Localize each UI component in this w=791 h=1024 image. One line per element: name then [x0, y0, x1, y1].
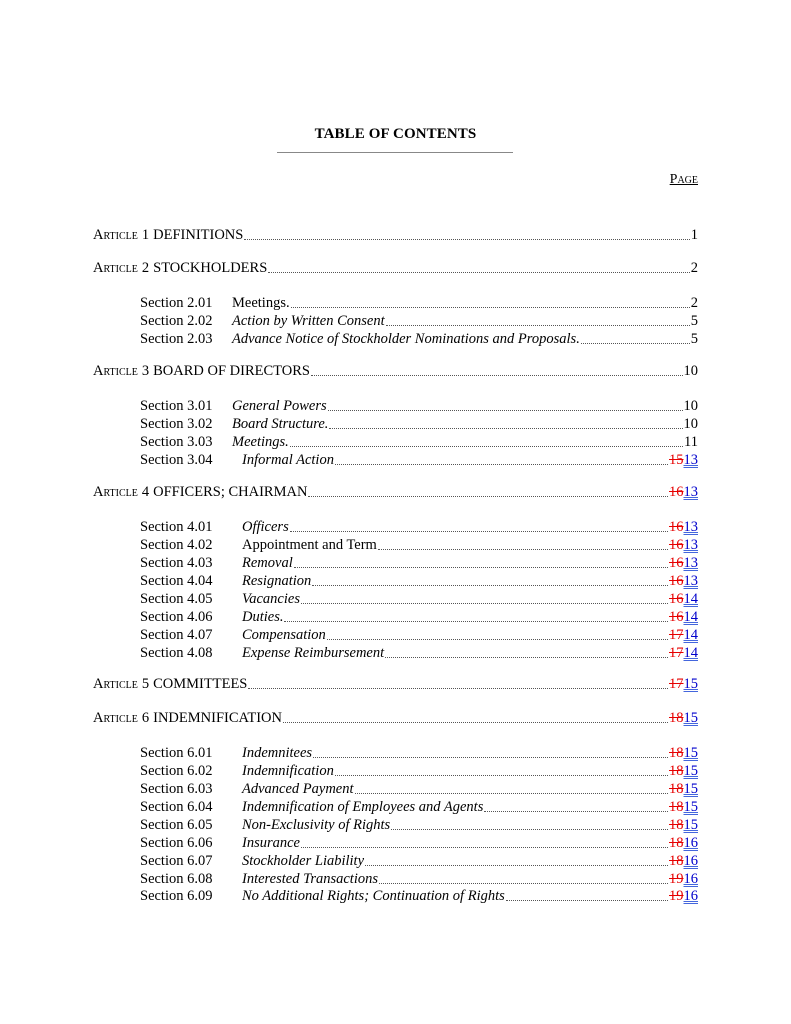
dot-leader [365, 864, 668, 866]
inserted-page-number: 16 [683, 853, 698, 869]
page-number [669, 518, 698, 536]
article-label: Article [93, 710, 138, 726]
page-number [669, 852, 698, 870]
toc-section-entry[interactable] [140, 590, 698, 608]
dot-leader [329, 427, 682, 429]
deleted-page-number: 18 [669, 799, 684, 815]
toc-section-entry[interactable] [140, 608, 698, 626]
dot-leader [378, 548, 668, 550]
section-number: Section 6.04 [140, 799, 213, 815]
deleted-page-number: 16 [669, 519, 684, 535]
title-underline-divider [277, 152, 513, 153]
inserted-page-number: 15 [683, 676, 698, 692]
page-number [669, 590, 698, 608]
deleted-page-number: 18 [669, 745, 684, 761]
inserted-page-number: 14 [683, 609, 698, 625]
dot-leader [244, 238, 689, 240]
inserted-page-number: 13 [683, 484, 698, 500]
section-title: General Powers [232, 398, 327, 414]
section-title: Informal Action [242, 452, 334, 468]
page-number [669, 451, 698, 469]
article-number: 1 [141, 227, 150, 243]
section-number: Section 4.05 [140, 591, 213, 607]
inserted-page-number: 16 [683, 835, 698, 851]
inserted-page-number: 16 [683, 871, 698, 887]
section-title: Compensation [242, 627, 326, 643]
page-number [669, 675, 698, 693]
section-title: Removal [242, 555, 293, 571]
inserted-page-number: 14 [683, 627, 698, 643]
section-number: Section 4.08 [140, 645, 213, 661]
inserted-page-number: 13 [683, 573, 698, 589]
inserted-page-number: 16 [683, 888, 698, 904]
toc-section-entry[interactable] [140, 294, 698, 312]
deleted-page-number: 16 [669, 591, 684, 607]
dot-leader [335, 774, 668, 776]
article-title: INDEMNIFICATION [153, 710, 283, 726]
page-number [669, 870, 698, 888]
inserted-page-number: 15 [683, 817, 698, 833]
toc-section-entry[interactable] [140, 852, 698, 870]
dot-leader [327, 638, 668, 640]
article-label: Article [93, 363, 138, 379]
inserted-page-number: 13 [683, 537, 698, 553]
dot-leader [313, 756, 668, 758]
page-number: 1 [690, 227, 698, 243]
article-number: 2 [141, 260, 150, 276]
page-number [669, 744, 698, 762]
page-number: 10 [683, 398, 698, 414]
inserted-page-number: 15 [683, 763, 698, 779]
toc-section-entry[interactable] [140, 397, 698, 415]
deleted-page-number: 18 [669, 835, 684, 851]
section-number: Section 3.01 [140, 398, 213, 414]
section-number: Section 4.07 [140, 627, 213, 643]
page-number [669, 762, 698, 780]
toc-article-entry[interactable] [93, 259, 698, 277]
deleted-page-number: 16 [669, 573, 684, 589]
article-title: BOARD OF DIRECTORS [153, 363, 310, 379]
article-label: Article [93, 227, 138, 243]
deleted-page-number: 15 [669, 452, 684, 468]
section-title: Advanced Payment [242, 781, 354, 797]
inserted-page-number: 13 [683, 555, 698, 571]
deleted-page-number: 18 [669, 817, 684, 833]
section-number: Section 6.05 [140, 817, 213, 833]
page-number [669, 709, 698, 727]
page-number [669, 536, 698, 554]
toc-section-entry[interactable] [140, 554, 698, 572]
article-title: STOCKHOLDERS [153, 260, 268, 276]
deleted-page-number: 17 [669, 645, 684, 661]
page-number [669, 644, 698, 662]
toc-section-entry[interactable] [140, 762, 698, 780]
dot-leader [248, 687, 668, 689]
deleted-page-number: 17 [669, 627, 684, 643]
section-number: Section 6.01 [140, 745, 213, 761]
page-number: 11 [684, 434, 698, 450]
section-title: No Additional Rights; Continuation of Rights [242, 888, 505, 904]
section-number: Section 3.03 [140, 434, 213, 450]
dot-leader [290, 530, 668, 532]
dot-leader [301, 846, 668, 848]
section-title: Duties. [242, 609, 284, 625]
page-number [669, 626, 698, 644]
toc-section-entry[interactable] [140, 798, 698, 816]
toc-section-entry[interactable] [140, 451, 698, 469]
section-title: Indemnitees [242, 745, 313, 761]
inserted-page-number: 15 [683, 710, 698, 726]
inserted-page-number: 14 [683, 591, 698, 607]
toc-article-entry[interactable] [93, 709, 698, 727]
page-number [669, 608, 698, 626]
dot-leader [355, 792, 668, 794]
article-number: 5 [141, 676, 150, 692]
section-title: Officers [242, 519, 289, 535]
section-number: Section 6.09 [140, 888, 213, 904]
article-title: DEFINITIONS [153, 227, 244, 243]
toc-section-entry[interactable] [140, 870, 698, 888]
article-label: Article [93, 676, 138, 692]
page-number: 10 [683, 363, 698, 379]
inserted-page-number: 15 [683, 781, 698, 797]
page-column-label: Page [669, 172, 698, 187]
page-number [669, 554, 698, 572]
section-title: Stockholder Liability [242, 853, 365, 869]
deleted-page-number: 16 [669, 555, 684, 571]
dot-leader [301, 602, 668, 604]
deleted-page-number: 18 [669, 710, 684, 726]
section-number: Section 4.06 [140, 609, 213, 625]
dot-leader [581, 342, 690, 344]
article-number: 3 [141, 363, 150, 379]
page-number [669, 816, 698, 834]
dot-leader [268, 271, 689, 273]
dot-leader [291, 306, 690, 308]
page-number [669, 887, 698, 905]
dot-leader [283, 721, 668, 723]
toc-section-entry[interactable] [140, 834, 698, 852]
toc-section-entry[interactable] [140, 744, 698, 762]
dot-leader [335, 463, 668, 465]
section-number: Section 6.06 [140, 835, 213, 851]
toc-section-entry[interactable] [140, 887, 698, 905]
section-title: Insurance [242, 835, 300, 851]
page-number: 2 [690, 260, 698, 276]
article-title: OFFICERS; CHAIRMAN [153, 484, 308, 500]
page-number: 5 [690, 331, 698, 347]
section-number: Section 6.07 [140, 853, 213, 869]
inserted-page-number: 14 [683, 645, 698, 661]
article-number: 6 [141, 710, 150, 726]
toc-section-entry[interactable] [140, 572, 698, 590]
section-number: Section 3.02 [140, 416, 213, 432]
page-number [669, 572, 698, 590]
dot-leader [484, 810, 668, 812]
toc-article-entry[interactable] [93, 226, 698, 244]
dot-leader [284, 620, 668, 622]
dot-leader [308, 495, 668, 497]
toc-section-entry[interactable] [140, 644, 698, 662]
section-number: Section 6.02 [140, 763, 213, 779]
page-number [669, 483, 698, 501]
dot-leader [506, 899, 668, 901]
deleted-page-number: 16 [669, 537, 684, 553]
page-number: 10 [683, 416, 698, 432]
toc-section-entry[interactable] [140, 415, 698, 433]
page-number [669, 798, 698, 816]
inserted-page-number: 15 [683, 799, 698, 815]
page-number: 5 [690, 313, 698, 329]
section-title: Indemnification of Employees and Agents [242, 799, 484, 815]
section-number: Section 3.04 [140, 452, 213, 468]
inserted-page-number: 15 [683, 745, 698, 761]
section-title: Interested Transactions [242, 871, 379, 887]
section-title: Action by Written Consent [232, 313, 385, 329]
toc-section-entry[interactable] [140, 433, 698, 451]
inserted-page-number: 13 [683, 519, 698, 535]
page-number [669, 780, 698, 798]
section-title: Meetings. [232, 434, 289, 450]
section-number: Section 6.03 [140, 781, 213, 797]
dot-leader [379, 882, 668, 884]
section-title: Board Structure. [232, 416, 329, 432]
section-title: Appointment and Term [242, 537, 377, 553]
deleted-page-number: 18 [669, 853, 684, 869]
toc-article-entry[interactable] [93, 483, 698, 501]
section-title: Indemnification [242, 763, 334, 779]
section-title: Meetings. [232, 295, 290, 311]
dot-leader [312, 584, 668, 586]
dot-leader [391, 828, 668, 830]
article-number: 4 [141, 484, 150, 500]
toc-section-entry[interactable] [140, 312, 698, 330]
deleted-page-number: 18 [669, 781, 684, 797]
dot-leader [385, 656, 668, 658]
deleted-page-number: 19 [669, 871, 684, 887]
toc-title: TABLE OF CONTENTS [314, 126, 477, 142]
section-number: Section 6.08 [140, 871, 213, 887]
article-label: Article [93, 260, 138, 276]
section-number: Section 2.02 [140, 313, 213, 329]
section-title: Vacancies [242, 591, 300, 607]
dot-leader [311, 374, 683, 376]
page-number [669, 834, 698, 852]
section-title: Advance Notice of Stockholder Nominations and Proposals. [232, 331, 580, 347]
article-label: Article [93, 484, 138, 500]
section-number: Section 4.02 [140, 537, 213, 553]
toc-section-entry[interactable] [140, 536, 698, 554]
inserted-page-number: 13 [683, 452, 698, 468]
article-title: COMMITTEES [153, 676, 248, 692]
section-number: Section 2.03 [140, 331, 213, 347]
section-title: Expense Reimbursement [242, 645, 385, 661]
toc-section-entry[interactable] [140, 626, 698, 644]
deleted-page-number: 18 [669, 763, 684, 779]
dot-leader [290, 445, 683, 447]
deleted-page-number: 19 [669, 888, 684, 904]
section-number: Section 4.01 [140, 519, 213, 535]
dot-leader [294, 566, 668, 568]
toc-section-entry[interactable] [140, 518, 698, 536]
section-title: Non-Exclusivity of Rights [242, 817, 391, 833]
section-number: Section 2.01 [140, 295, 213, 311]
dot-leader [386, 324, 690, 326]
toc-section-entry[interactable] [140, 330, 698, 348]
toc-section-entry[interactable] [140, 780, 698, 798]
section-number: Section 4.03 [140, 555, 213, 571]
section-number: Section 4.04 [140, 573, 213, 589]
deleted-page-number: 16 [669, 609, 684, 625]
page-number: 2 [690, 295, 698, 311]
toc-article-entry[interactable] [93, 675, 698, 693]
section-title: Resignation [242, 573, 312, 589]
deleted-page-number: 17 [669, 676, 684, 692]
toc-section-entry[interactable] [140, 816, 698, 834]
toc-article-entry[interactable] [93, 362, 698, 380]
dot-leader [328, 409, 683, 411]
deleted-page-number: 16 [669, 484, 684, 500]
